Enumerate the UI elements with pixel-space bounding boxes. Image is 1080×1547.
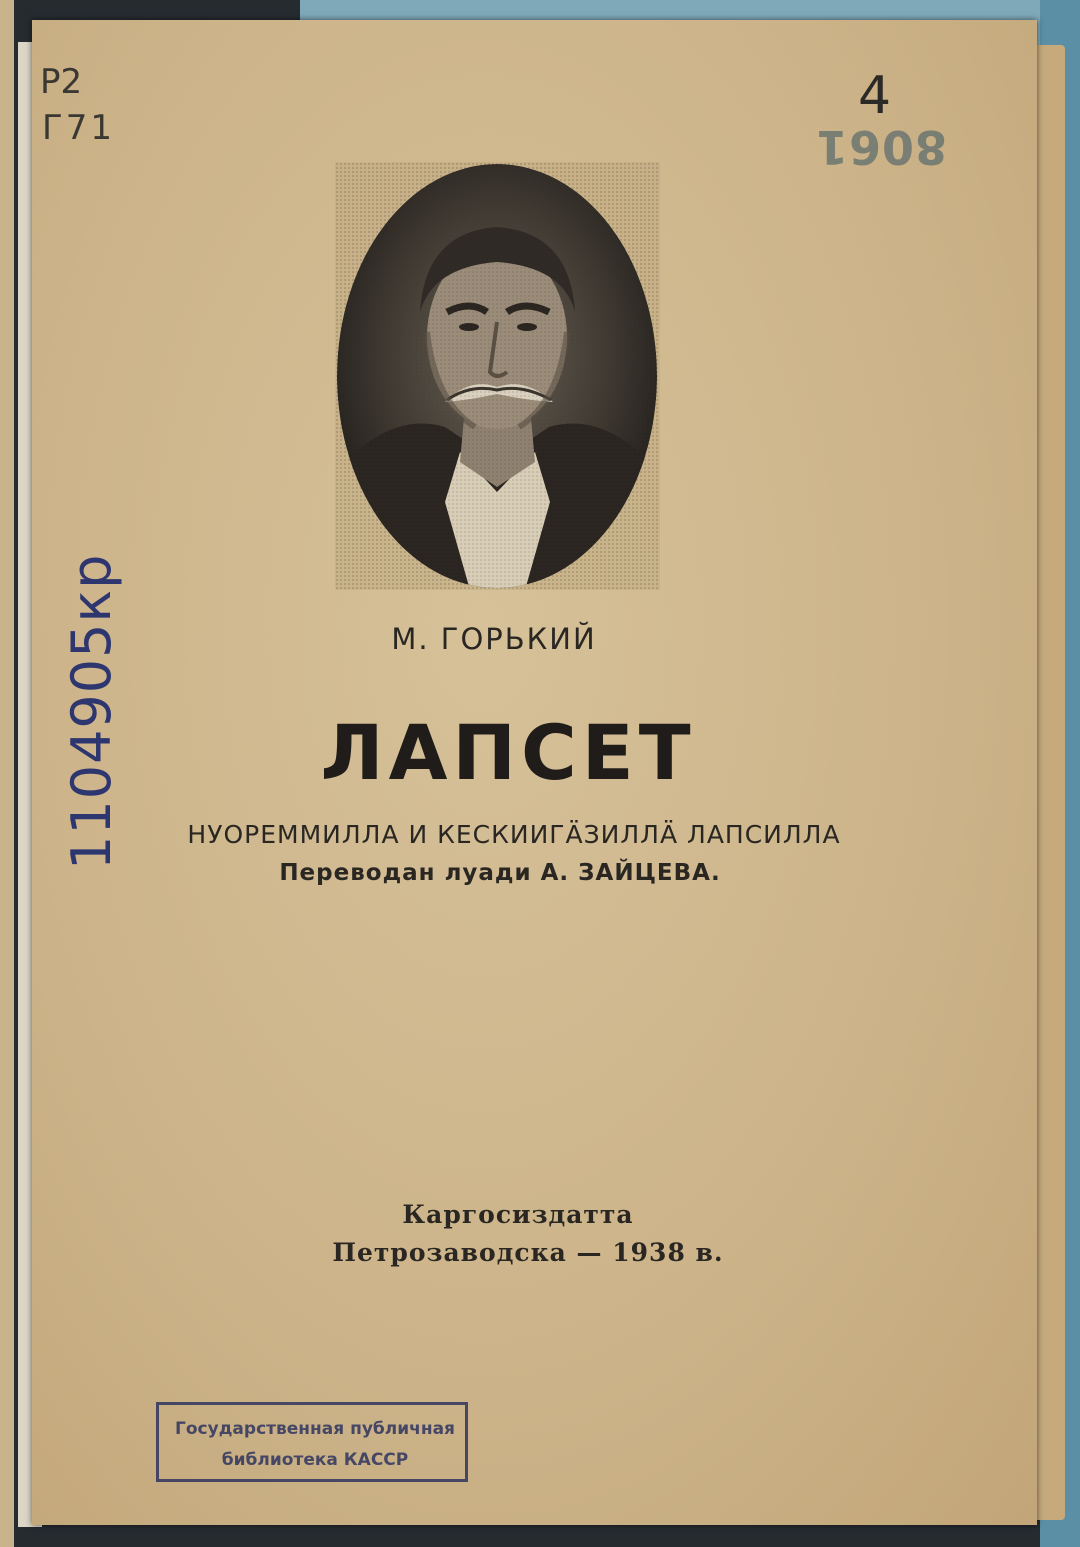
author-name: М. ГОРЬКИЙ bbox=[391, 622, 597, 656]
stamp-number: 8061 bbox=[815, 120, 948, 174]
library-stamp-line1: Государственная публичная bbox=[175, 1419, 455, 1439]
author-portrait bbox=[335, 162, 660, 590]
copy-number: 4 bbox=[858, 66, 892, 126]
publisher: Каргосиздатта bbox=[402, 1200, 634, 1229]
book-title: ЛАПСЕТ bbox=[320, 708, 696, 797]
shelf-mark-bottom: Г71 bbox=[42, 108, 115, 148]
library-stamp bbox=[156, 1402, 468, 1482]
place-and-year: Петрозаводска — 1938 в. bbox=[332, 1238, 724, 1267]
shelf-mark-top: Р2 bbox=[40, 62, 83, 102]
inventory-number: 1104905кр bbox=[60, 553, 123, 870]
library-stamp-line2: библиотека КАССР bbox=[221, 1450, 409, 1470]
book-subtitle: НУОРЕММИЛЛА И КЕСКИИГÄЗИЛЛÄ ЛАПСИЛЛА bbox=[187, 820, 841, 849]
translator-credit: Переводан луади А. ЗАЙЦЕВА. bbox=[279, 860, 721, 886]
